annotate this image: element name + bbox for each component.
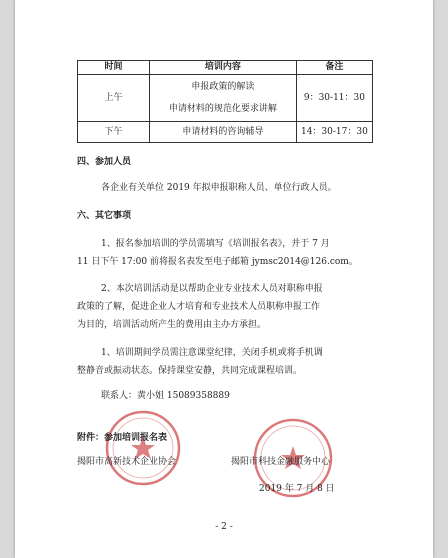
table-cell-note: 14：30-17：30 (296, 122, 372, 143)
participants-text: 各企业有关单位 2019 年拟申报职称人员、单位行政人员。 (101, 183, 337, 193)
table-cell-content: 申请材料的咨询辅导 (150, 122, 297, 143)
table-header-row (78, 61, 373, 75)
content-line: 申报政策的解读 (191, 82, 255, 92)
item-3-line-1: 1、培训期间学员需注意课堂纪律，关闭手机或将手机调 (101, 348, 323, 358)
attachment-label: 附件：参加培训报名表 (77, 433, 168, 443)
table-header-note: 备注 (296, 61, 372, 75)
table-header-content: 培训内容 (150, 61, 297, 75)
item-2-line-2: 政策的了解，促进企业人才培育和专业技术人员职称申报工作 (77, 302, 321, 312)
table-cell-content (150, 75, 297, 122)
org-right: 揭阳市科技金融服务中心 (231, 457, 331, 467)
page-number: - 2 - (215, 522, 233, 532)
item-2-line-3: 为目的，培训活动所产生的费用由主办方承担。 (77, 320, 267, 330)
table-header-time: 时间 (78, 61, 150, 75)
item-2-line-1: 2、本次培训活动是以帮助企业专业技术人员对职称申报 (101, 284, 323, 294)
signature-date: 2019 年 7 月 8 日 (259, 484, 335, 494)
left-seal-stamp (103, 408, 183, 488)
item-1-line-1: 1、报名参加培训的学员需填写《培训报名表》，并于 7 月 (101, 239, 330, 249)
item-1-line-2: 11 日下午 17:00 前将报名表发至电子邮箱 jymsc2014@126.com。 (77, 257, 358, 267)
table-row (78, 122, 373, 143)
section-heading-participants: 四、参加人员 (77, 157, 132, 167)
schedule-table (77, 60, 373, 143)
org-left: 揭阳市高新技术企业协会 (77, 457, 177, 467)
content-line: 申请材料的规范化要求讲解 (168, 104, 277, 114)
document-page (15, 0, 433, 558)
item-3-line-2: 整静音或振动状态。保持课堂安静，共同完成课程培训。 (77, 366, 303, 376)
table-cell-time: 上午 (78, 75, 150, 122)
section-heading-other: 六、其它事项 (77, 211, 132, 221)
table-row (78, 75, 373, 122)
table-cell-note: 9：30-11：30 (296, 75, 372, 122)
table-cell-time: 下午 (78, 122, 150, 143)
contact-line: 联系人：黄小姐 15089358889 (101, 391, 230, 401)
